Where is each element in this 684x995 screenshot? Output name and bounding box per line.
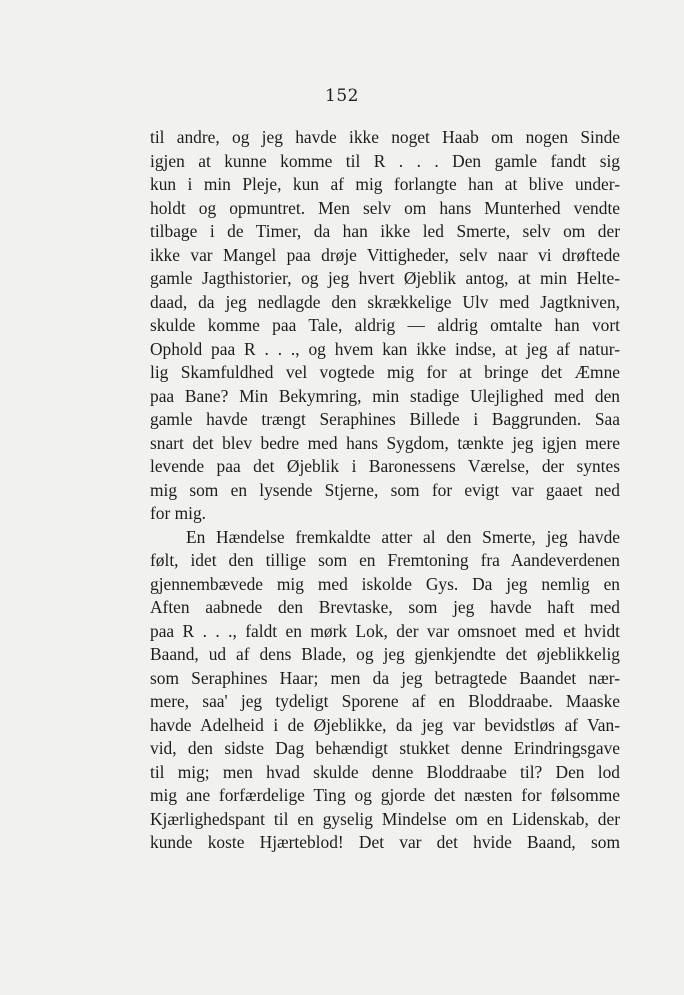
text-line: gjennembævede mig med iskolde Gys. Da jeg nemlig en (150, 573, 620, 594)
text-line: ikke var Mangel paa drøje Vittigheder, selv naar vi drøftede (150, 244, 620, 265)
text-line: mig ane forfærdelige Ting og gjorde det næsten for følsomme (150, 785, 620, 805)
text-line: kunde koste Hjærteblod! Det var det hvide Baand, som (150, 832, 620, 852)
text-line: følt, idet den tillige som en Fremtoning fra Aandeverdenen (150, 550, 620, 570)
text-line: Baand, ud af dens Blade, og jeg gjenkjendte det øjeblikkelig (150, 644, 620, 664)
text-line: som Seraphines Haar; men da jeg betragtede Baandet nær- (150, 667, 620, 688)
text-line: Ophold paa R . . ., og hvem kan ikke indse, at jeg af natur- (150, 338, 620, 359)
text-line: holdt og opmuntret. Men selv om hans Munterhed vendte (150, 197, 620, 218)
paragraph-first-line: En Hændelse fremkaldte atter al den Smerte, jeg havde (186, 526, 620, 547)
text-line: kun i min Pleje, kun af mig forlangte han at blive under- (150, 174, 620, 194)
text-line: til mig; men hvad skulde denne Bloddraabe til? Den lod (150, 761, 620, 782)
text-line: skulde komme paa Tale, aldrig — aldrig omtalte han vort (150, 315, 620, 335)
text-line: igjen at kunne komme til R . . . Den gamle fandt sig (150, 150, 620, 171)
text-line: gamle Jagthistorier, og jeg hvert Øjeblik antog, at min Helte- (150, 268, 620, 288)
text-line: Kjærlighedspant til en gyselig Mindelse om en Lidenskab, der (150, 808, 620, 829)
text-line: gamle havde trængt Seraphines Billede i Baggrunden. Saa (150, 409, 620, 429)
text-line: havde Adelheid i de Øjeblikke, da jeg var bevidstløs af Van- (150, 714, 620, 735)
page-number: 152 (325, 86, 359, 106)
text-line: tilbage i de Timer, da han ikke led Smerte, selv om der (150, 221, 620, 241)
text-line: vid, den sidste Dag behændigt stukket denne Erindringsgave (150, 738, 620, 758)
text-line: mere, saa' jeg tydeligt Sporene af en Bloddraabe. Maaske (150, 691, 620, 711)
text-line: levende paa det Øjeblik i Baronessens Værelse, der syntes (150, 456, 620, 476)
text-line: Aften aabnede den Brevtaske, som jeg havde haft med (150, 597, 620, 617)
text-line: lig Skamfuldhed vel vogtede mig for at bringe det Æmne (150, 362, 620, 382)
text-line: mig som en lysende Stjerne, som for evigt var gaaet ned (150, 479, 620, 500)
text-line: for mig. (150, 503, 207, 523)
text-line: til andre, og jeg havde ikke noget Haab om nogen Sinde (150, 127, 620, 147)
text-line: snart det blev bedre med hans Sygdom, tænkte jeg igjen mere (150, 432, 620, 453)
text-line: daad, da jeg nedlagde den skrækkelige Ulv med Jagtkniven, (150, 291, 620, 312)
text-line: paa Bane? Min Bekymring, min stadige Ulejlighed med den (150, 385, 620, 406)
text-line: paa R . . ., faldt en mørk Lok, der var omsnoet med et hvidt (150, 620, 620, 641)
body-text (150, 126, 620, 855)
